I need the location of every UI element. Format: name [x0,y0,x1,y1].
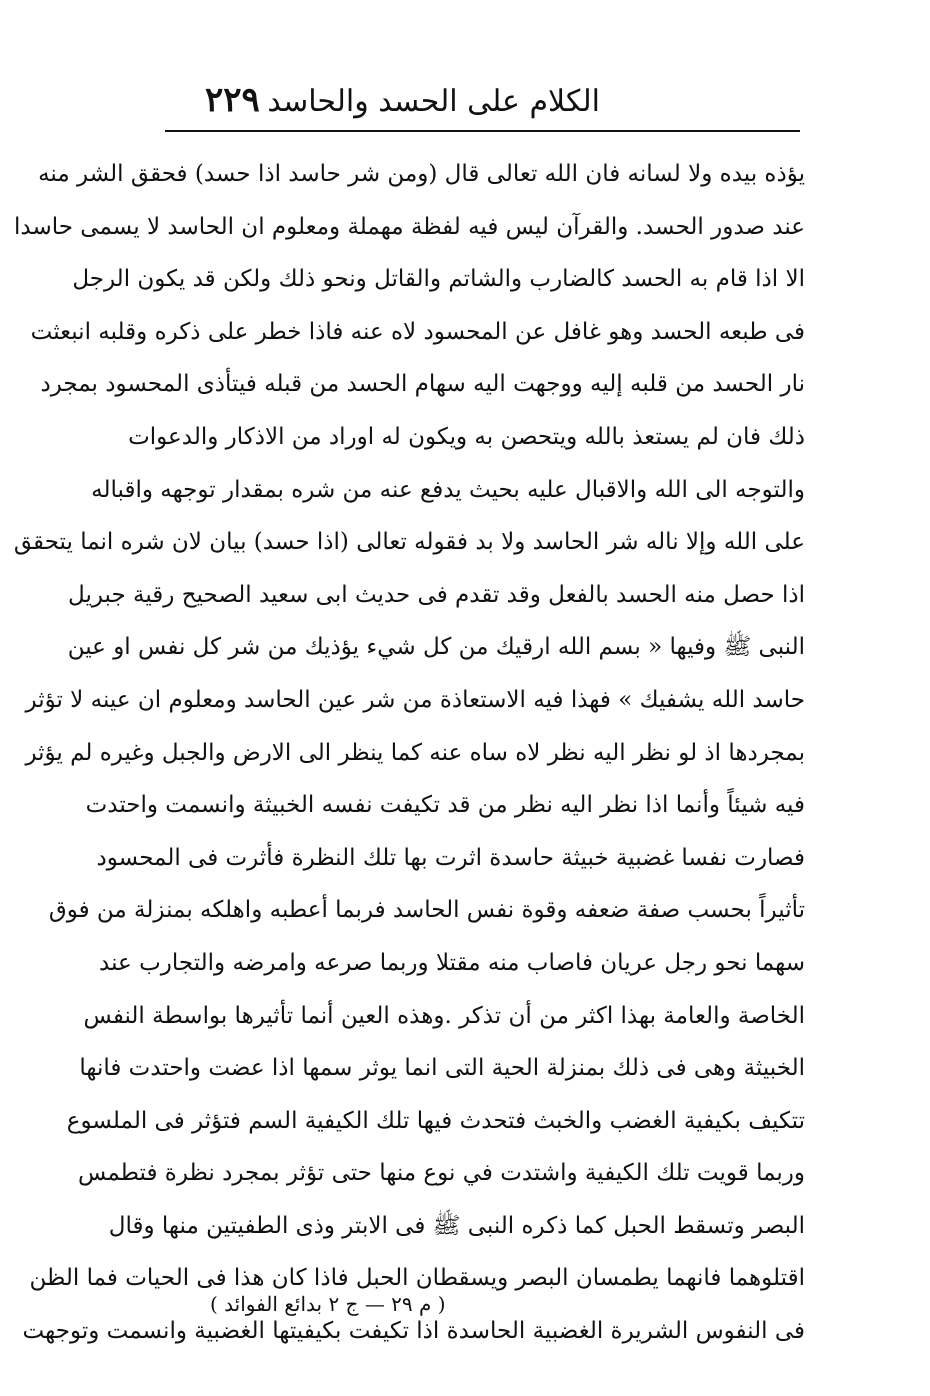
text-line: فيه شيئاً وأنما اذا نظر اليه نظر من قد تكيفت نفسه الخبيثة وانسمت واحتدت [85,792,805,819]
body-text [13,148,805,1358]
text-line: فى طبعه الحسد وهو غافل عن المحسود لاه عنه فاذا خطر على ذكره وقلبه انبعثت [30,318,805,345]
text-line: على الله وإلا ناله شر الحاسد ولا بد فقوله تعالى (اذا حسد) بيان لان شره انما يتحقق [13,529,805,556]
text-line: تتكيف بكيفية الغضب والخبث فتحدث فيها تلك الكيفية السم فتؤثر فى الملسوع [66,1107,805,1134]
text-line: سهما نحو رجل عريان فاصاب منه مقتلا وربما صرعه وامرضه والتجارب عند [99,949,805,976]
text-line: يؤذه بيده ولا لسانه فان الله تعالى قال (ومن شر حاسد اذا حسد) فحقق الشر منه [38,161,805,187]
text-line: نار الحسد من قلبه إليه ووجهت اليه سهام الحسد من قبله فيتأذى المحسود بمجرد [40,371,805,398]
header-title: الكلام على الحسد والحاسد [267,84,600,119]
text-line: الخاصة والعامة بهذا اكثر من أن تذكر .وهذه العين أنما تأثيرها بواسطة النفس [83,1002,805,1029]
text-line: حاسد الله يشفيك » فهذا فيه الاستعاذة من شر عين الحاسد ومعلوم ان عينه لا تؤثر [25,686,805,713]
text-line: ذلك فان لم يستعذ بالله ويتحصن به ويكون له اوراد من الاذكار والدعوات [128,423,805,450]
text-line: وربما قويت تلك الكيفية واشتدت في نوع منها حتى تؤثر بمجرد نظرة فتطمس [78,1160,805,1187]
text-line: والتوجه الى الله والاقبال عليه بحيث يدفع عنه من شره بمقدار توجهه واقباله [91,476,805,503]
page-number: ٢٢٩ [205,80,260,120]
text-line: الا اذا قام به الحسد كالضارب والشاتم والقاتل ونحو ذلك ولكن قد يكون الرجل [72,266,805,293]
text-line: فى النفوس الشريرة الغضبية الحاسدة اذا تكيفت بكيفيتها الغضبية وانسمت وتوجهت [22,1318,805,1345]
text-line: البصر وتسقط الحبل كما ذكره النبى ﷺ فى الابتر وذى الطفيتين منها وقال [108,1212,805,1239]
text-line: عند صدور الحسد. والقرآن ليس فيه لفظة مهملة ومعلوم ان الحاسد لا يسمى حاسدا [14,213,805,240]
text-line: النبى ﷺ وفيها « بسم الله ارقيك من كل شيء يؤذيك من شر كل نفس او عين [67,634,805,661]
header-rule [165,130,800,132]
text-line: الخبيثة وهى فى ذلك بمنزلة الحية التى انما يوثر سمها اذا عضت واحتدت فانها [79,1055,805,1082]
footer-signature: ( م ٢٩ — ج ٢ بدائع الفوائد ) [210,1292,446,1316]
text-line: بمجردها اذ لو نظر اليه نظر لاه ساه عنه كما ينظر الى الارض والجبل وغيره لم يؤثر [25,739,805,766]
running-header [165,78,800,126]
text-line: اقتلوهما فانهما يطمسان البصر ويسقطان الحبل فاذا كان هذا فى الحيات فما الظن [29,1265,805,1292]
text-line: اذا حصل منه الحسد بالفعل وقد تقدم فى حديث ابى سعيد الصحيح رقية جبريل [68,581,805,608]
text-line: تأثيراً بحسب صفة ضعفه وقوة نفس الحاسد فربما أعطبه واهلكه بمنزلة من فوق [48,897,805,924]
text-line: فصارت نفسا غضبية خبيثة حاسدة اثرت بها تلك النظرة فأثرت فى المحسود [96,844,805,871]
